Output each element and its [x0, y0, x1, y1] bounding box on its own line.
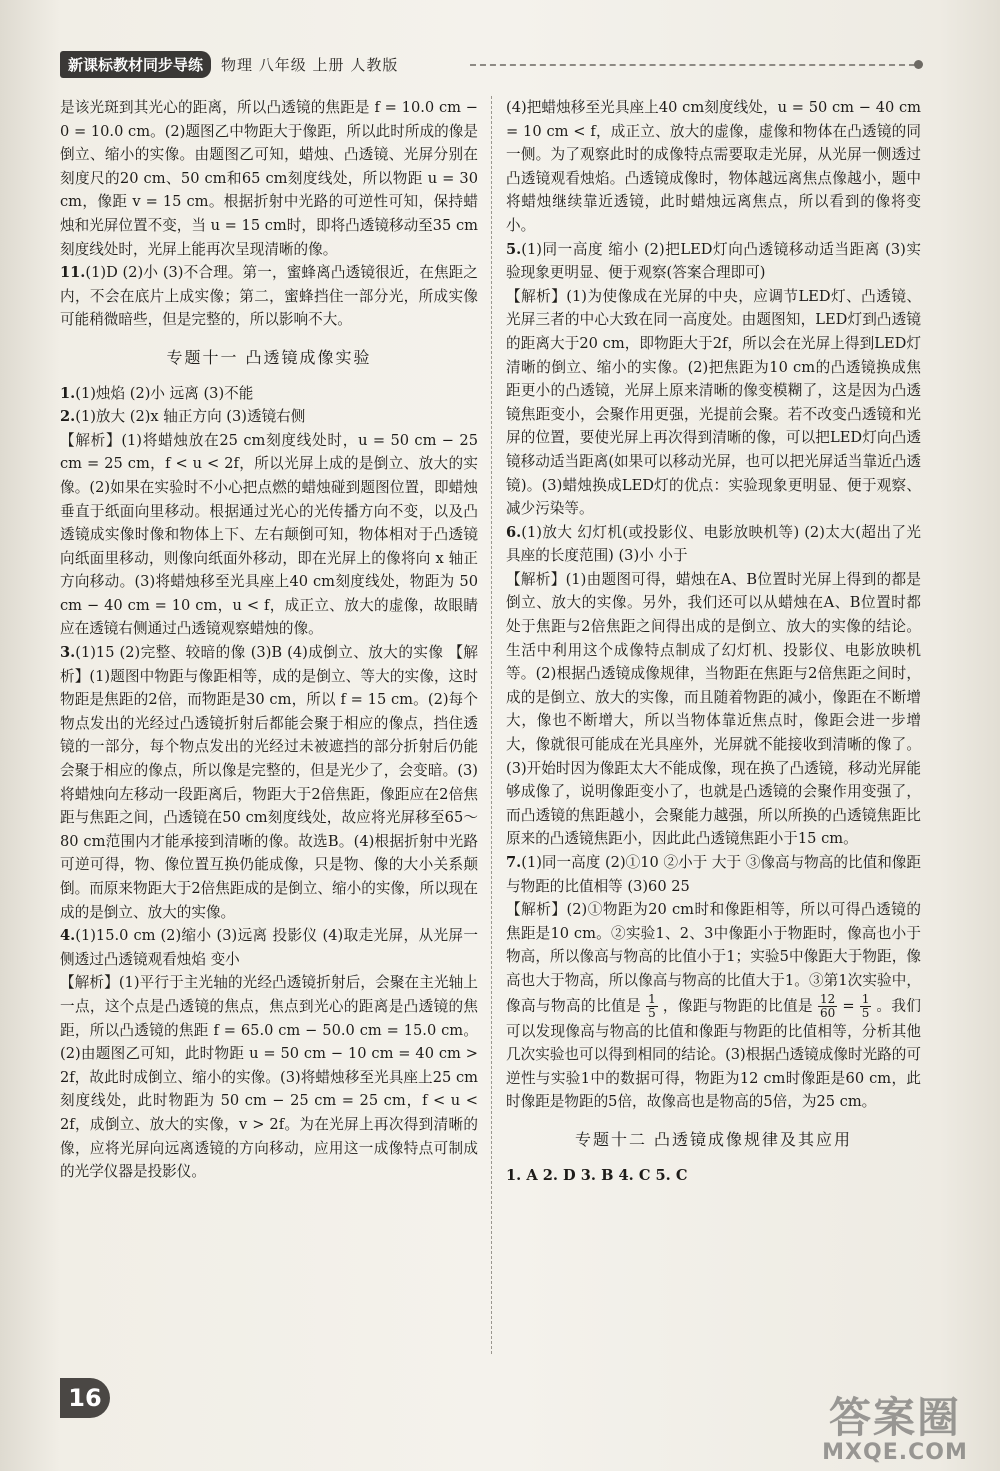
- fraction-3: [860, 993, 872, 1020]
- watermark-url: MXQE.COM: [822, 1440, 968, 1465]
- equals-sign: =: [842, 997, 855, 1015]
- explanation-4: 【解析】(1)平行于主光轴的光经凸透镜折射后，会聚在主光轴上一点，这个点是凸透镜的焦点，焦点到光心的距离是凸透镜的焦距，所以凸透镜的焦距 f = 65.0 cm − 50.0 cm = 15.0 cm。(2)由题图乙可知，此时物距 u = 50 cm − 10 cm = 40 cm > 2f，故此时成倒立、缩小的实像。(3)将蜡烛移至光具座上25 cm刻度线处，此时物距为 50 cm − 25 cm = 25 cm，f < u < 2f，成倒立、放大的实像，v > 2f。为在光屏上再次得到清晰的像，应将光屏向远离透镜的方向移动，应用这一成像特点可制成的光学仪器是投影仪。: [60, 974, 478, 1181]
- answer-text: (1)15.0 cm (2)缩小 (3)远离 投影仪 (4)取走光屏，从光屏一侧透过凸透镜观看烛焰 变小: [60, 927, 478, 968]
- answer-text: (1)同一高度 缩小 (2)把LED灯向凸透镜移动适当距离 (3)实验现象更明显、便于观察(答案合理即可): [506, 240, 921, 282]
- page-number: 16: [60, 1378, 110, 1418]
- watermark-logo-text: 答案圈: [828, 1393, 961, 1442]
- answer-number: 2.: [60, 408, 76, 426]
- answer-text: (1)同一高度 (2)①10 ②小于 大于 ③像高与物高的比值和像距与物距的比值相等 (3)60 25: [506, 854, 921, 895]
- answer-1: [60, 382, 478, 406]
- page-header: [60, 50, 398, 78]
- explanation-6: 【解析】(1)由题图可得，蜡烛在A、B位置时光屏上得到的都是倒立、放大的实像。另外，我们还可以从蜡烛在A、B位置时都处于焦距与2倍焦距之间得出成的是倒立、放大的实像的结论。生活中利用这个成像特点制成了幻灯机、投影仪、电影放映机等。(2)根据凸透镜成像规律，当物距在焦距与2倍焦距之间时，成的是倒立、放大的实像，而且随着物距的减小，像距在不断增大，像也不断增大，所以当物体靠近焦点时，像距会进一步增大，像就很可能成在光具座外，光屏就不能接收到清晰的像了。(3)开始时因为像距太大不能成像，现在换了凸透镜，移动光屏能够成像了，说明像距变小了，也就是凸透镜的会聚作用变强了，而凸透镜的焦距越小，会聚能力越强，所以所换的凸透镜焦距比原来的凸透镜焦距小，因此此凸透镜焦距小于15 cm。: [506, 570, 921, 848]
- fraction-denominator: 5: [861, 1005, 870, 1020]
- answer-text: (1)放大 幻灯机(或投影仪、电影放映机等) (2)太大(超出了光具座的长度范围) (3)小 小于: [506, 523, 921, 565]
- fraction-numerator: 1: [648, 991, 656, 1006]
- section-title-12: 专题十二 凸透镜成像规律及其应用: [574, 1129, 853, 1149]
- explanation-5: 【解析】(1)为使像成在光屏的中央，应调节LED灯、凸透镜、光屏三者的中心大致在同一高度处。由题图知，LED灯到凸透镜的距离大于20 cm，即物距大于2f，所以会在光屏上得到LED灯清晰的倒立、缩小的实像。(2)把焦距为10 cm的凸透镜换成焦距更小的凸透镜，光屏上原来清晰的像变模糊了，这是因为凸透镜焦距变小，会聚作用更强，光提前会聚。若不改变凸透镜和光屏的位置，要使光屏上再次得到清晰的像，可以把LED灯向凸透镜移动适当距离(如果可以移动光屏，也可以把光屏适当靠近凸透镜)。(3)蜡烛换成LED灯的优点：实验现象更明显、便于观察、减少污染等。: [506, 287, 921, 518]
- answer-2: [60, 405, 478, 429]
- header-dashed-rule: [470, 64, 915, 66]
- answer-number: 3.: [60, 644, 76, 662]
- header-dot: [914, 60, 923, 69]
- explanation-7-part-a: 【解析】(2)①物距为20 cm时和像距相等，所以可得凸透镜的焦距是10 cm。②实验1、2、3中像距小于物距时，像高也小于物高，所以像高与物高的比值小于1；实验5中像距大于物距，像高也大于物高，所以像高与物高的比值大于1。③第1次实验中，像高与物高的比值是: [506, 901, 921, 1015]
- answer-3: [60, 641, 478, 924]
- right-column: [506, 96, 921, 1187]
- answer-number: 5.: [506, 240, 522, 258]
- answer-5: [506, 238, 921, 285]
- answer-text: (1)15 (2)完整、较暗的像 (3)B (4)成倒立、放大的实像 【解析】(1)题图中物距与像距相等，成的是倒立、等大的实像，这时物距是焦距的2倍，而物距是30 cm，所以 f = 15 cm。(2)每个物点发出的光经过凸透镜折射后都能会聚于相应的像点，挡住透镜的一部分，每个物点发出的光经过未被遮挡的部分折射后仍能会聚于相应的像点，所以像是完整的，但是光少了，会变暗。(3)将蜡烛向左移动一段距离后，物距大于2倍焦距，像距应在2倍焦距与焦距之间，凸透镜在50 cm刻度线处，故应将光屏移至65～80 cm范围内才能承接到清晰的像。故选B。(4)根据折射中光路可逆可得，物、像位置互换仍能成像，只是物、像的大小关系颠倒。而原来物距大于2倍焦距成的是倒立、缩小的实像，所以现在成的是倒立、放大的实像。: [60, 644, 478, 921]
- explanation-2: 【解析】(1)将蜡烛放在25 cm刻度线处时，u = 50 cm − 25 cm = 25 cm，f < u < 2f，所以光屏上成的是倒立、放大的实像。(2)如果在实验时不小心把点燃的蜡烛碰到题图位置，即蜡烛垂直于纸面向里移动。根据通过光心的光传播方向不变，以及凸透镜成实像时像和物体上下、左右颠倒可知，物体相对于凸透镜向纸面里移动，则像向纸面外移动，即在光屏上的像将向 x 轴正方向移动。(3)将蜡烛移至光具座上40 cm刻度线处，物距为 50 cm − 40 cm = 10 cm，u < f，成正立、放大的虚像，故眼睛应在透镜右侧通过凸透镜观察蜡烛的像。: [60, 431, 478, 638]
- answer-text: (1)D (2)小 (3)不合理。第一，蜜蜂离凸透镜很近，在焦距之内，不会在底片上成实像；第二，蜜蜂挡住一部分光，所成实像可能稍微暗些，但是完整的，所以影响不大。: [60, 264, 478, 329]
- answer-number: 11.: [60, 264, 86, 282]
- fraction-numerator: 12: [820, 991, 836, 1006]
- answer-number: 7.: [506, 854, 522, 871]
- left-continued-paragraph: 是该光斑到其光心的距离，所以凸透镜的焦距是 f = 10.0 cm − 0 = 10.0 cm。(2)题图乙中物距大于像距，所以此时所成的像是倒立、缩小的实像。由题图乙可知，蜡烛、凸透镜、光屏分别在刻度尺的20 cm、50 cm和65 cm刻度线处，所以物距 u = 30 cm，像距 v = 15 cm。根据折射中光路的可逆性可知，保持蜡烛和光屏位置不变，当 u = 15 cm时，即将凸透镜移动至35 cm刻度线处时，光屏上能再次呈现清晰的像。: [60, 99, 478, 258]
- answer-number: 6.: [506, 523, 522, 541]
- column-divider: [491, 96, 492, 1354]
- answer-text: (1)烛焰 (2)小 远离 (3)不能: [75, 384, 254, 402]
- fraction-denominator: 5: [648, 1005, 656, 1020]
- answer-number: 4.: [60, 927, 76, 945]
- series-brand: 新课标教材同步导练: [60, 51, 211, 78]
- explanation-7-part-c: 。我们可以发现像高与物高的比值和像距与物距的比值相等，分析其他几次实验也可以得到相同的结论。(3)根据凸透镜成像时光路的可逆性与实验1中的数据可得，物距为12 cm时像距是60 cm，此时像距是物距的5倍，故像高也是物高的5倍，为25 cm。: [506, 997, 922, 1111]
- right-continued-paragraph: (4)把蜡烛移至光具座上40 cm刻度线处，u = 50 cm − 40 cm = 10 cm < f，成正立、放大的虚像，虚像和物体在凸透镜的同一侧。为了观察此时的成像特点需要取走光屏，从光屏一侧透过凸透镜观看烛焰。凸透镜成像时，物体越远离焦点像越小，题中将蜡烛继续靠近透镜，此时蜡烛远离焦点，所以看到的像将变小。: [506, 99, 921, 234]
- site-watermark: [800, 1395, 990, 1465]
- answer-number: 1.: [60, 384, 76, 402]
- answer-11: [60, 261, 478, 332]
- subject-label: 物理 八年级 上册 人教版: [221, 55, 399, 74]
- fraction-2: [818, 993, 837, 1020]
- answer-7: [506, 851, 921, 898]
- answer-6: [506, 521, 921, 568]
- explanation-7-part-b: ，像距与物距的比值是: [662, 997, 813, 1015]
- fraction-numerator: 1: [861, 991, 870, 1006]
- fraction-denominator: 60: [820, 1005, 836, 1020]
- fraction-1: [646, 993, 658, 1020]
- answer-4: [60, 924, 478, 971]
- section-title-11: 专题十一 凸透镜成像实验: [166, 347, 372, 367]
- answer-text: (1)放大 (2)x 轴正方向 (3)透镜右侧: [75, 408, 306, 426]
- explanation-7: [506, 898, 921, 1114]
- left-column: [60, 96, 478, 1184]
- answers-12: 1. A 2. D 3. B 4. C 5. C: [506, 1166, 688, 1184]
